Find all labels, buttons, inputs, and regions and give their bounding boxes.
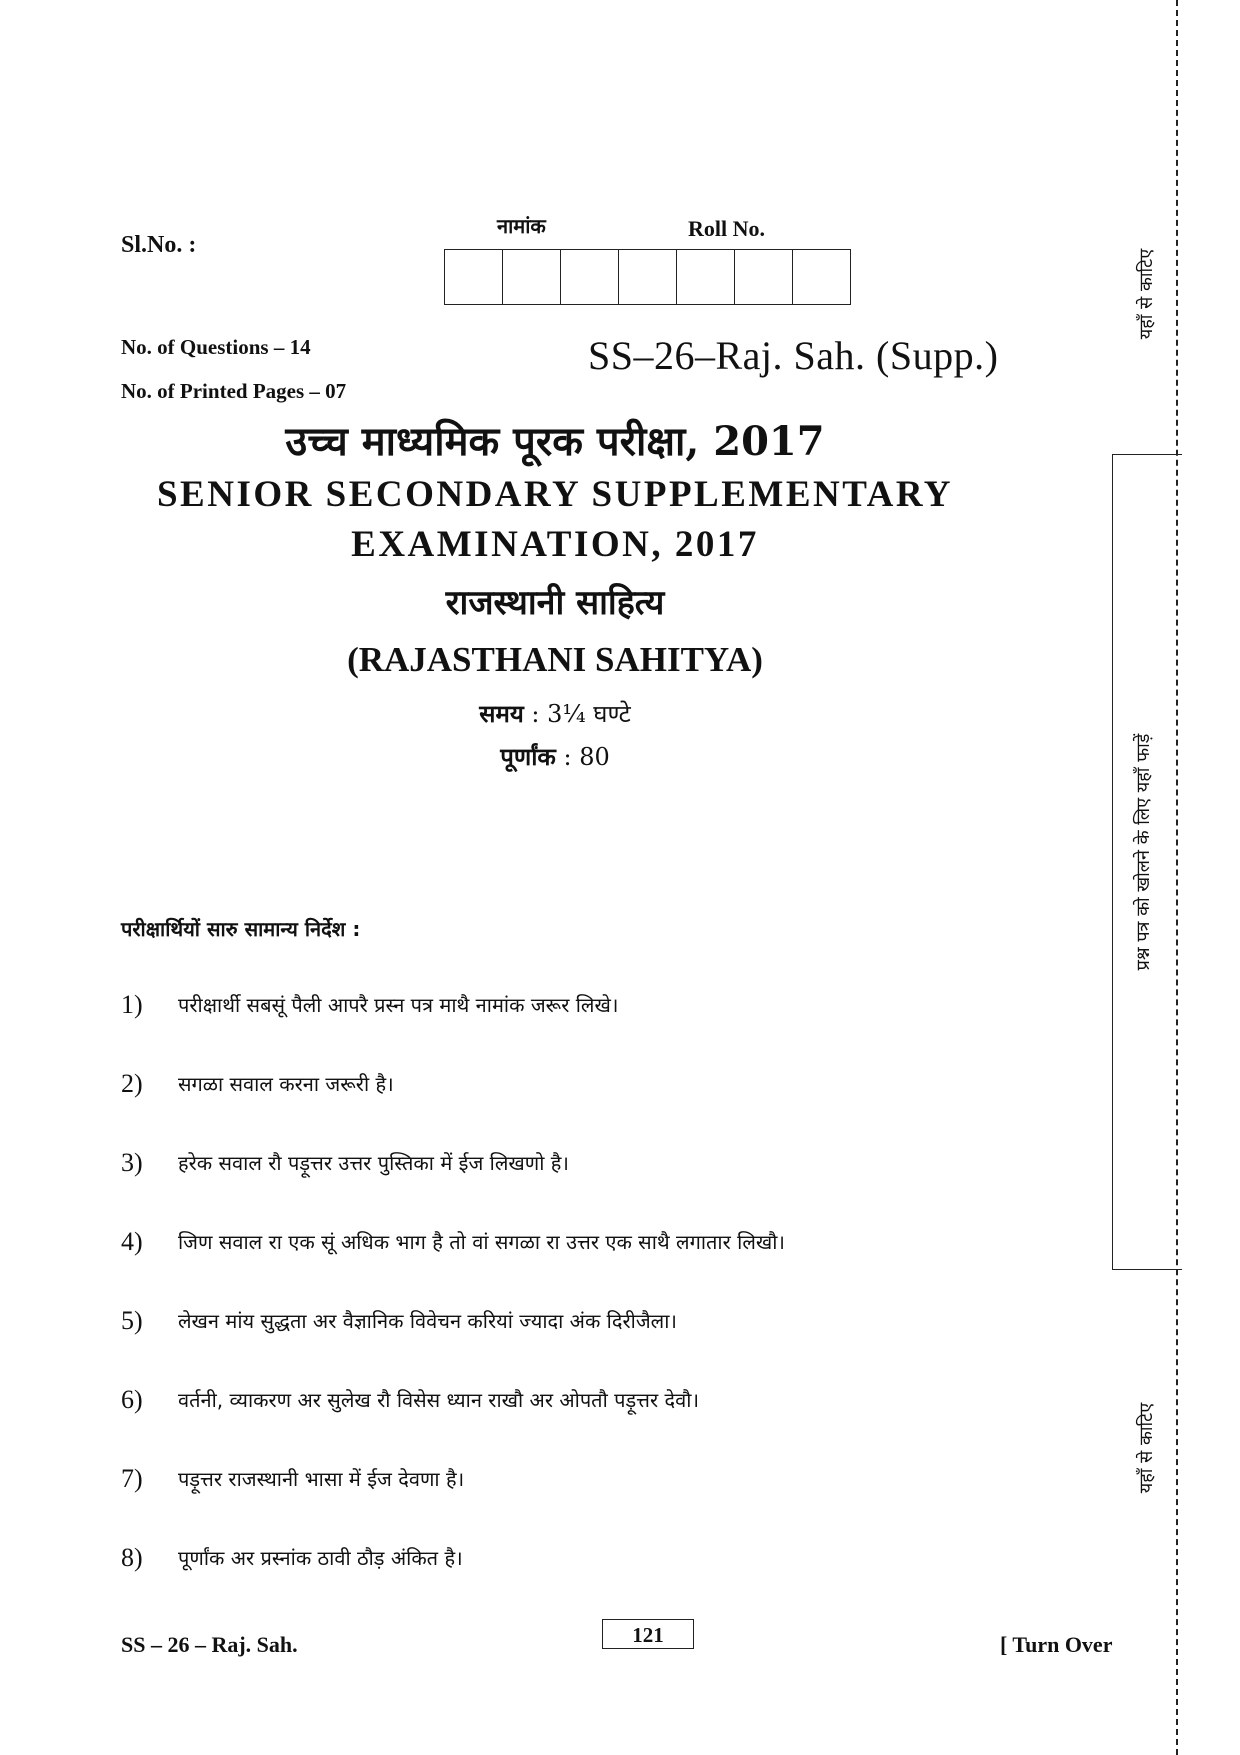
time-allowed bbox=[0, 697, 1110, 730]
exam-title-hindi: उच्च माध्यमिक पूरक परीक्षा, 2017 bbox=[285, 418, 825, 465]
roll-number-box[interactable] bbox=[445, 249, 503, 305]
roll-number-box[interactable] bbox=[561, 249, 619, 305]
instruction-item bbox=[121, 1306, 677, 1335]
exam-title-english-line1: SENIOR SECONDARY SUPPLEMENTARY bbox=[156, 474, 954, 515]
instruction-item bbox=[121, 1543, 463, 1572]
instruction-number: 4) bbox=[121, 1227, 143, 1256]
instruction-number: 8) bbox=[121, 1543, 143, 1572]
instruction-text: हरेक सवाल रौ पड़ूत्तर उत्तर पुस्तिका में ईज लिखणो है। bbox=[178, 1151, 569, 1175]
marks-value: : 80 bbox=[563, 743, 610, 771]
roll-number-box[interactable] bbox=[793, 249, 851, 305]
roll-number-label: Roll No. bbox=[688, 216, 765, 241]
instruction-text: सगळा सवाल करना जरूरी है। bbox=[178, 1072, 394, 1096]
cut-here-bottom-label: यहाँ से काटिए bbox=[1136, 1402, 1157, 1494]
number-of-questions: No. of Questions – 14 bbox=[121, 335, 311, 359]
instruction-item bbox=[121, 1385, 700, 1414]
time-label: समय bbox=[479, 699, 524, 728]
time-value: : 3¼ घण्टे bbox=[531, 700, 631, 728]
instruction-item bbox=[121, 1069, 394, 1098]
instruction-number: 2) bbox=[121, 1069, 143, 1098]
instruction-item bbox=[121, 1464, 465, 1493]
paper-code: SS–26–Raj. Sah. (Supp.) bbox=[588, 333, 999, 378]
instruction-text: जिण सवाल रा एक सूं अधिक भाग है तो वां सगळा रा उत्तर एक साथै लगातार लिखौ। bbox=[178, 1230, 785, 1254]
roll-number-box[interactable] bbox=[619, 249, 677, 305]
instruction-number: 5) bbox=[121, 1306, 143, 1335]
instruction-number: 6) bbox=[121, 1385, 143, 1414]
maximum-marks bbox=[0, 740, 1110, 773]
subject-title-english: (RAJASTHANI SAHITYA) bbox=[347, 640, 763, 679]
instruction-text: पड़ूत्तर राजस्थानी भासा में ईज देवणा है। bbox=[178, 1467, 465, 1491]
instruction-item bbox=[121, 1148, 569, 1177]
instruction-text: परीक्षार्थी सबसूं पैली आपरै प्रस्न पत्र माथै नामांक जरूर लिखे। bbox=[178, 993, 619, 1017]
instruction-number: 7) bbox=[121, 1464, 143, 1493]
roll-number-box[interactable] bbox=[677, 249, 735, 305]
cut-here-top-label: यहाँ से काटिए bbox=[1136, 248, 1157, 340]
namank-label: नामांक bbox=[497, 214, 546, 238]
exam-title-english-line2: EXAMINATION, 2017 bbox=[351, 524, 759, 565]
instruction-item bbox=[121, 990, 619, 1019]
tear-here-label: प्रश्न पत्र को खोलने के लिए यहाँ फाड़ें bbox=[1133, 733, 1154, 971]
instruction-number: 3) bbox=[121, 1148, 143, 1177]
instructions-heading: परीक्षार्थियों सारु सामान्य निर्देश : bbox=[121, 917, 361, 941]
serial-number-label: Sl.No. : bbox=[121, 232, 197, 258]
marks-label: पूर्णांक bbox=[500, 742, 556, 771]
roll-number-box[interactable] bbox=[503, 249, 561, 305]
subject-title-hindi: राजस्थानी साहित्य bbox=[445, 583, 665, 623]
instruction-number: 1) bbox=[121, 990, 143, 1019]
number-of-printed-pages: No. of Printed Pages – 07 bbox=[121, 379, 347, 403]
footer-paper-code: SS – 26 – Raj. Sah. bbox=[121, 1632, 298, 1657]
instruction-text: लेखन मांय सुद्धता अर वैज्ञानिक विवेचन करियां ज्यादा अंक दिरीजैला। bbox=[178, 1309, 677, 1333]
instruction-text: पूर्णांक अर प्रस्नांक ठावी ठौड़ अंकित है। bbox=[178, 1546, 463, 1570]
instruction-text: वर्तनी, व्याकरण अर सुलेख रौ विसेस ध्यान राखौ अर ओपतौ पड़ूत्तर देवौ। bbox=[178, 1388, 700, 1412]
page-number-box: 121 bbox=[602, 1619, 694, 1649]
turn-over-label: [ Turn Over bbox=[1000, 1632, 1113, 1657]
roll-number-boxes bbox=[444, 249, 851, 305]
instruction-item bbox=[121, 1227, 785, 1256]
roll-number-box[interactable] bbox=[735, 249, 793, 305]
